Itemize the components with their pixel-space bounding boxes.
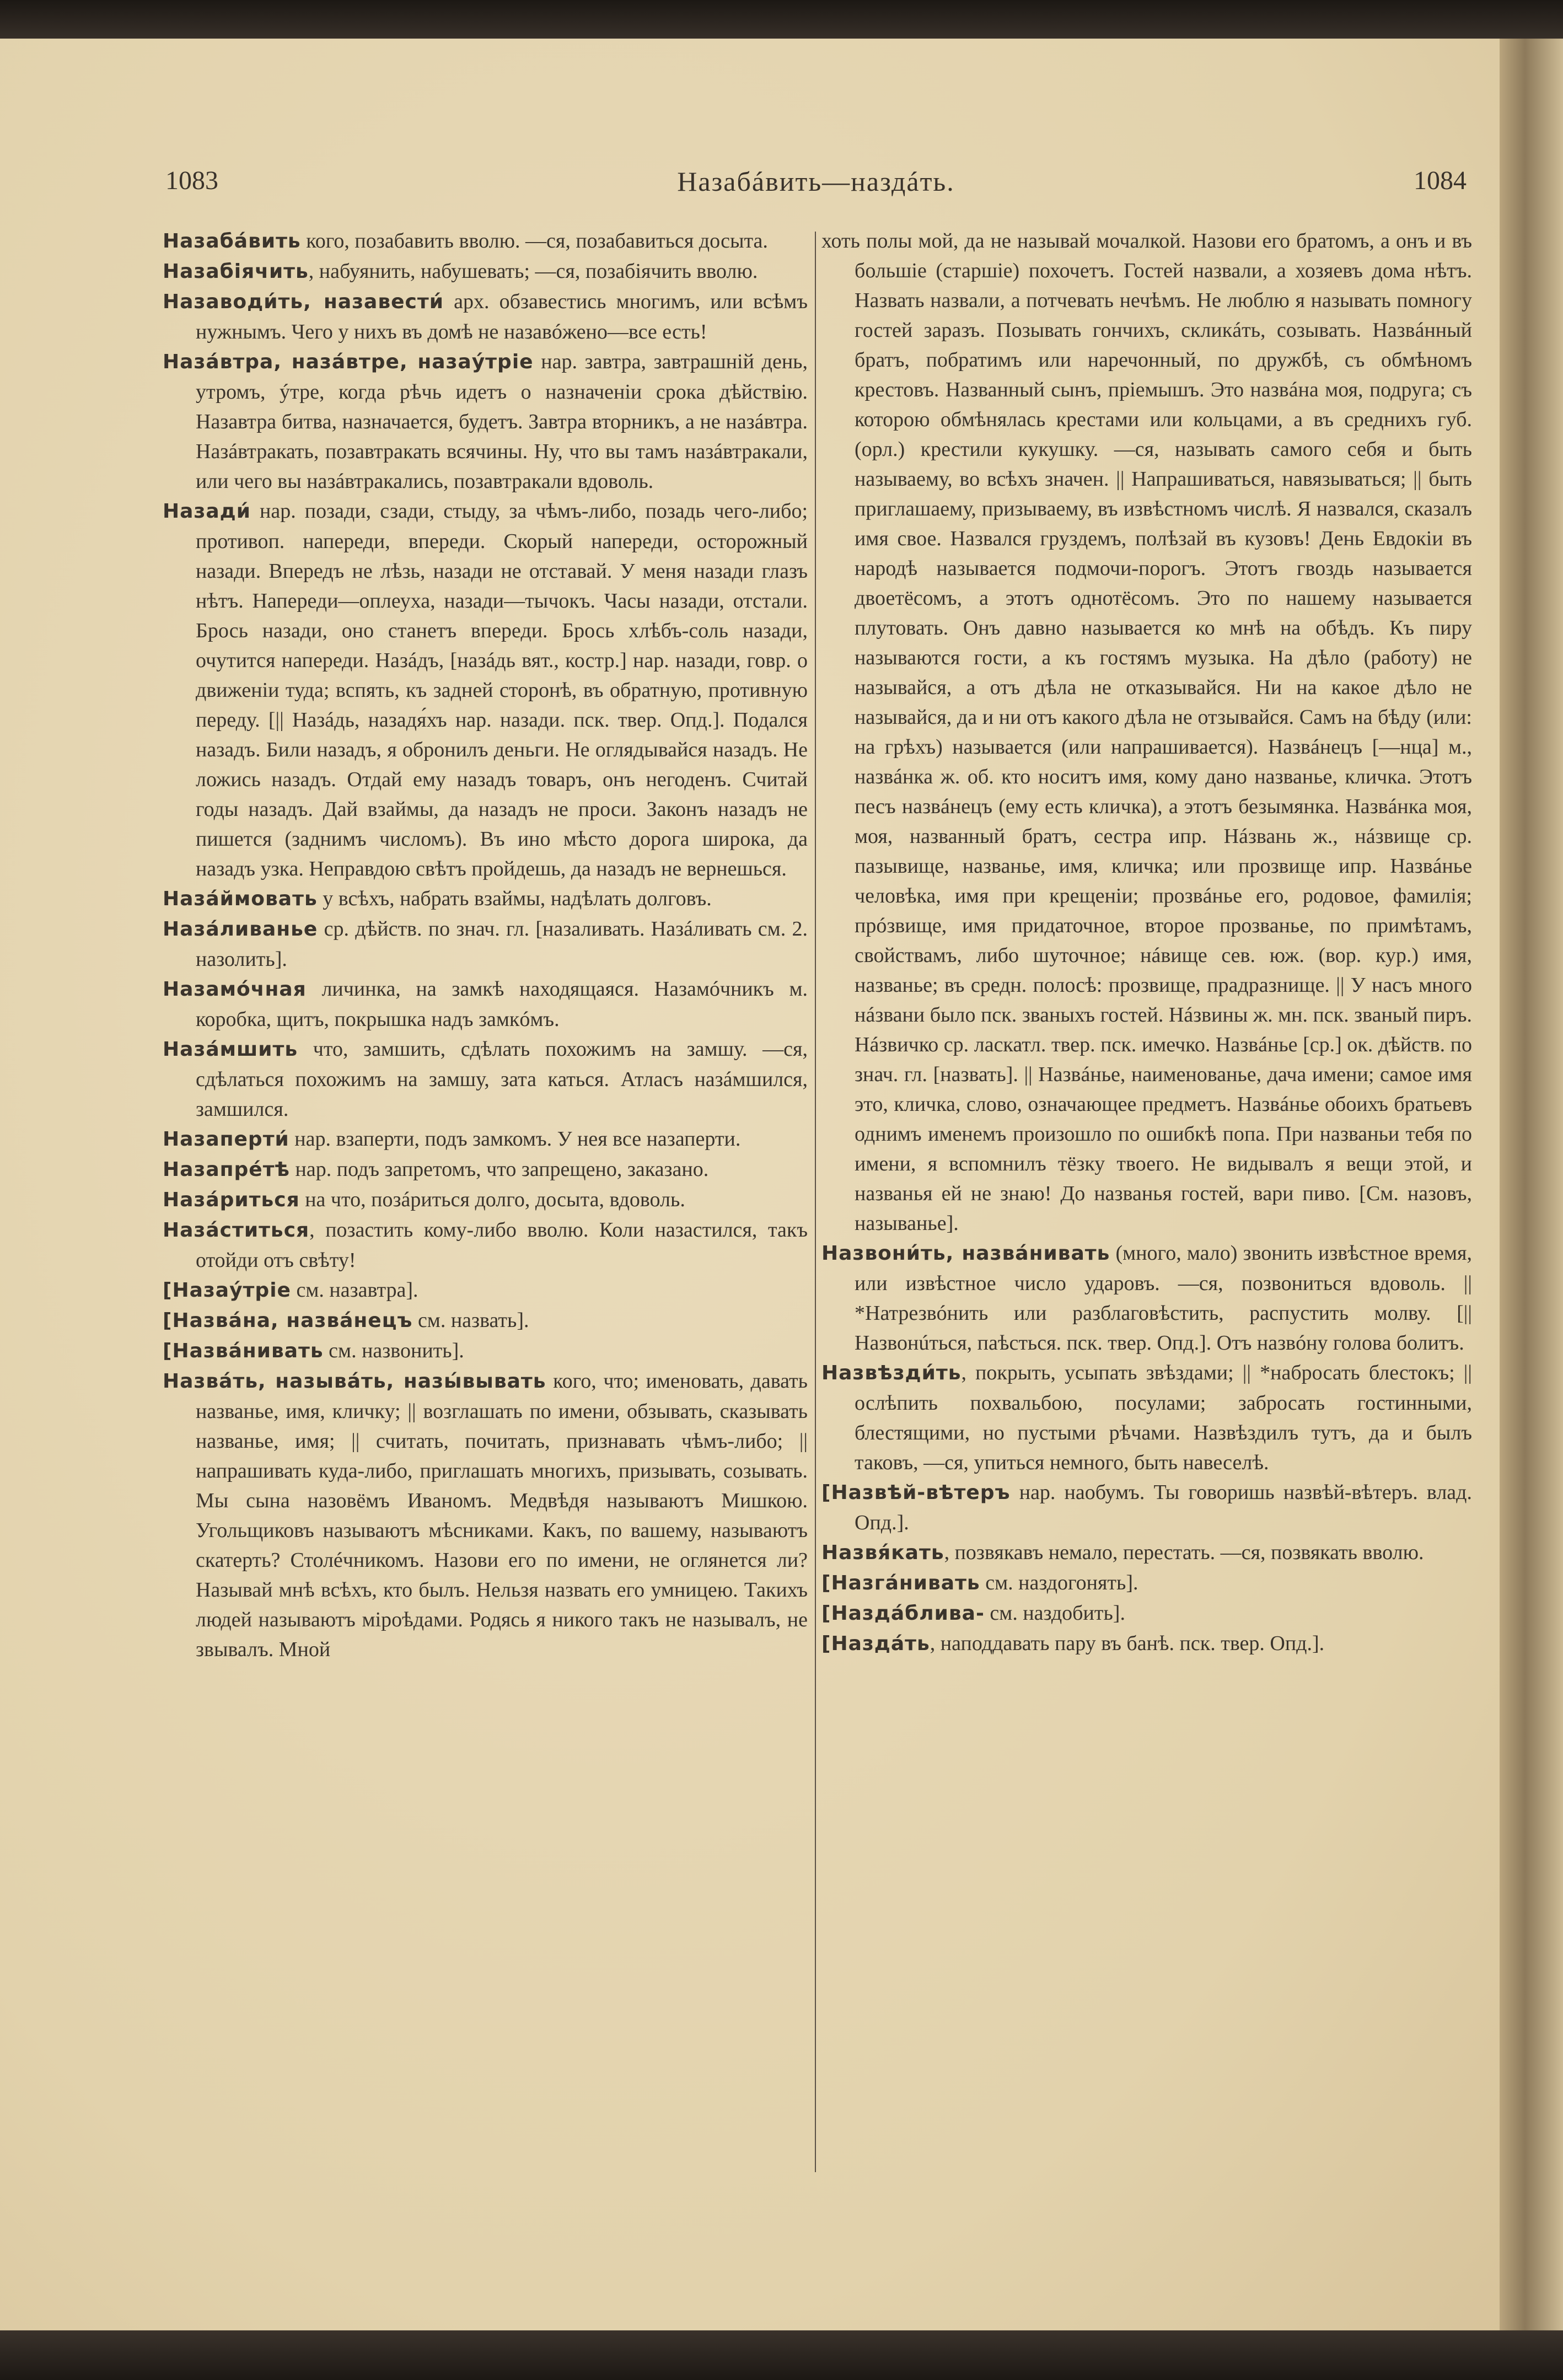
entry-definition: , покрыть, усыпать звѣздами; || *набросать блестокъ; || ослѣпить похвальбою, посулами; забросать гостинными, блестящими, но пустыми рѣчами. Назвѣздилъ тутъ, да и былъ таковъ, —ся, упиться немного, быть навеселѣ. — [855, 1361, 1472, 1474]
entry-headword: Назабiячить — [163, 260, 309, 283]
dictionary-entry — [821, 1538, 1472, 1568]
dictionary-entry — [821, 1478, 1472, 1538]
right-page-number: 1084 — [1414, 166, 1467, 195]
dictionary-entry — [163, 1034, 808, 1124]
dictionary-entry — [163, 1366, 808, 1664]
entry-definition: см. назвать]. — [412, 1309, 529, 1332]
entry-definition: см. наздогонять]. — [980, 1571, 1138, 1594]
dictionary-entry — [163, 974, 808, 1034]
entry-headword: Назáливанье — [163, 918, 318, 941]
dictionary-entry — [821, 1568, 1472, 1598]
entry-headword: Назвони́ть, назвáнивать — [821, 1242, 1110, 1265]
dictionary-entry — [163, 1154, 808, 1185]
entry-headword: Назамóчная — [163, 978, 307, 1001]
entry-headword: Назвя́кать — [821, 1541, 944, 1564]
entry-definition: , позастить кому-либо вволю. Коли назастился, такъ отойди отъ свѣту! — [196, 1218, 808, 1272]
entry-headword: Назáриться — [163, 1189, 300, 1211]
entry-headword: Назапрéтѣ — [163, 1158, 291, 1181]
entry-headword: [Назвáна, назвáнецъ — [163, 1309, 413, 1332]
entry-definition: см. наздобить]. — [984, 1602, 1125, 1625]
entry-headword: Назади́ — [163, 500, 251, 523]
left-page-number: 1083 — [165, 166, 218, 195]
dictionary-entry — [163, 1185, 808, 1215]
entry-definition: на что, позáриться долго, досыта, вдоволь. — [299, 1188, 685, 1211]
entry-definition: кого, что; именовать, давать названье, имя, кличку; || возглашать по имени, обзывать, сказывать названье, имя; || считать, почитать, признавать чѣмъ-либо; || напрашивать куда-либо, приглашать многихъ, призывать, созывать. Мы сына назовёмъ Иваномъ. Медвѣдя называютъ Мишкою. Угольщиковъ называютъ мѣсниками. Какъ, по вашему, называютъ скатерть? Столéчникомъ. Назови его по имени, не оглянется ли? Называй мнѣ всѣхъ, кто былъ. Нельзя назвать его умницею. Такихъ людей называютъ мiроѣдами. Родясь я никого такъ не называлъ, не звывалъ. Мной — [196, 1369, 808, 1661]
entry-definition: арх. обзавестись многимъ, или всѣмъ нужнымъ. Чего у нихъ въ домѣ не назавóжено—все есть! — [196, 290, 808, 343]
entry-headword: [Назаýтрiе — [163, 1279, 291, 1302]
entry-definition: (много, мало) звонить извѣстное время, или извѣстное число ударовъ. —ся, позвониться вдоволь. || *Натрезвóнить или разблаговѣстить, распустить молву. [|| Назвонúться, паѣсться. пск. твер. Опд.]. Отъ назвóну голова болитъ. — [855, 1242, 1473, 1355]
entry-definition: нар. позади, сзади, стыду, за чѣмъ-либо, позадь чего-либо; противоп. напереди, впереди. Скорый напереди, осторожный назади. Впередъ не лѣзь, назади не отставай. У меня назади глазъ нѣтъ. Напереди—оплеуха, назади—тычокъ. Часы назади, отстали. Брось назади, оно станетъ впереди. Брось хлѣбъ-соль назади, очутится напереди. Назáдъ, [назáдь вят., костр.] нар. назади, говр. о движенiи туда; вспять, къ задней сторонѣ, въ обратную, противную переду. [|| Назáдь, назадя́хъ нар. назади. пск. твер. Опд.]. Подался назадъ. Били назадъ, я обронилъ деньги. Не оглядывайся назадъ. Не ложись назадъ. Отдай ему назадъ товаръ, онъ негоденъ. Считай годы назадъ. Дай взаймы, да назадъ не проси. Законъ назадъ не пишется (заднимъ числомъ). Въ ино мѣсто дорога широка, да назадъ узка. Неправдою свѣтъ пройдешь, да назадъ не вернешься. — [196, 499, 808, 880]
left-column — [163, 226, 808, 1664]
entry-headword: Назáвтра, назáвтре, назаýтрiе — [163, 351, 534, 373]
scan-bottom-border — [0, 2330, 1563, 2380]
dictionary-entry — [163, 1275, 808, 1305]
dictionary-entry — [821, 1238, 1472, 1358]
dictionary-entry — [163, 884, 808, 914]
entry-definition: кого, позабавить вволю. —ся, позабавиться досыта. — [300, 229, 768, 252]
entry-definition: нар. взаперти, подъ замкомъ. У нея все назаперти. — [289, 1127, 741, 1151]
dictionary-entry — [821, 1358, 1472, 1478]
dictionary-entry — [163, 1215, 808, 1275]
entry-definition: личинка, на замкѣ находящаяся. Назамóчникъ м. коробка, щитъ, покрышка надъ замкóмъ. — [196, 977, 808, 1031]
entry-headword: Назáмшить — [163, 1038, 298, 1061]
entry-headword: [Наздáть — [821, 1632, 930, 1655]
book-gutter — [1500, 39, 1563, 2338]
dictionary-entry — [163, 1336, 808, 1366]
right-column — [821, 226, 1472, 1659]
entry-headword: Назáймовать — [163, 888, 318, 910]
entry-headword: Назáститься — [163, 1219, 310, 1242]
dictionary-entry — [821, 226, 1472, 1238]
scan-top-border — [0, 0, 1563, 44]
entry-headword: [Наздáблива- — [821, 1602, 985, 1625]
page-header — [165, 165, 1467, 204]
running-head: Назабáвить—наздáть. — [677, 166, 955, 197]
entry-headword: [Назвѣй-вѣтеръ — [821, 1481, 1011, 1504]
entry-definition: см. назавтра]. — [291, 1278, 418, 1302]
entry-headword: Назаперти́ — [163, 1128, 289, 1151]
dictionary-entry — [163, 226, 808, 256]
entry-headword: [Назгáнивать — [821, 1572, 980, 1594]
dictionary-entry — [163, 1305, 808, 1336]
entry-definition: у всѣхъ, набрать взаймы, надѣлать долговъ. — [317, 887, 712, 910]
dictionary-entry — [821, 1629, 1472, 1659]
entry-definition: ср. дѣйств. по знач. гл. [назаливать. Назáливать см. 2. назолить]. — [196, 917, 808, 971]
entry-definition: , позвякавъ немало, перестать. —ся, позвякать вволю. — [944, 1541, 1424, 1564]
dictionary-entry — [163, 496, 808, 884]
entry-headword: Назвѣзди́ть — [821, 1362, 962, 1384]
dictionary-entry — [163, 256, 808, 287]
entry-definition: нар. завтра, завтрашнiй день, утромъ, ýтре, когда рѣчь идетъ о назначенiи срока дѣйствiю. Назавтра битва, назначается, будетъ. Завтра вторникъ, а не назáвтра. Назáвтракать, позавтракать всячины. Ну, что вы тамъ назáвтракали, или чего вы назáвтракались, позавтракали вдоволь. — [196, 350, 808, 493]
entry-definition: нар. подъ запретомъ, что запрещено, заказано. — [290, 1158, 709, 1181]
entry-definition: , набуянить, набушевать; —ся, позабiячить вволю. — [308, 260, 758, 283]
entry-definition: см. назвонить]. — [323, 1339, 464, 1362]
entry-headword: Назабáвить — [163, 230, 301, 252]
column-divider — [815, 232, 816, 2172]
dictionary-entry — [163, 1124, 808, 1154]
entry-definition: , наподдавать пару въ банѣ. пск. твер. Опд.]. — [930, 1632, 1325, 1655]
entry-headword: [Назвáнивать — [163, 1340, 324, 1362]
dictionary-entry — [163, 287, 808, 347]
dictionary-entry — [163, 914, 808, 974]
entry-definition: что, замшить, сдѣлать похожимъ на замшу. —ся, сдѣлаться похожимъ на замшу, зата каться. Атласъ назáмшился, замшился. — [196, 1038, 808, 1121]
dictionary-entry — [163, 347, 808, 496]
entry-definition: хоть полы мой, да не называй мочалкой. Назови его братомъ, а онъ и въ большiе (старшiе) похочетъ. Гостей назвали, а хозяевъ дома нѣтъ. Назвать назвали, а потчевать нечѣмъ. Не люблю я называть помногу гостей заразъ. Позывать гончихъ, скликáть, созывать. Назвáнный братъ, побратимъ или наречонный, по дружбѣ, съ обмѣномъ крестовъ. Названный сынъ, прiемышъ. Это назвáна моя, подруга; съ которою обмѣнялась крестами или кольцами, а въ среднихъ губ. (орл.) крестили кукушку. —ся, называть самого себя и быть называему, во всѣхъ значен. || Напрашиваться, навязываться; || быть приглашаему, призываему, въ извѣстномъ числѣ. Я назвался, сказалъ имя свое. Назвался груздемъ, полѣзай въ кузовъ! День Евдокiи въ народѣ называется подмочи-порогъ. Этотъ гвоздь называется двоетёсомъ, а этотъ однотёсомъ. Это по нашему называется плутовать. Онъ давно называется ко мнѣ на обѣдъ. Къ пиру называются гости, а къ гостямъ музыка. На дѣло (работу) не называйся, а отъ дѣла не отказывайся. Ни на какое дѣло не называйся, да и ни отъ какого дѣла не отзывайся. Самъ на бѣду (или: на грѣхъ) называется (или напрашивается). Назвáнецъ [—нца] м., назвáнка ж. об. кто носитъ имя, кому дано названье, кличка. Этотъ песъ назвáнецъ (ему есть кличка), а этотъ безымянка. Назвáнка моя, моя, названный братъ, сестра ипр. Нáзвань ж., нáзвище ср. пазывище, названье, имя, кличка; или прозвище ипр. Назвáнье человѣка, имя при крещенiи; прозвáнье его, родовое, фамилiя; прóзвище, имя придаточное, второе прозванье, по примѣтамъ, свойствамъ, либо шуточное; нáвище сев. юж. (вор. кур.) имя, названье; въ средн. полосѣ: прозвище, прадразнище. || У насъ много нáзвани было пск. званыхъ гостей. Нáзвины ж. мн. пск. званый пиръ. Нáзвичко ср. ласкатл. твер. пск. имечко. Назвáнье [ср.] ок. дѣйств. по знач. гл. [назвать]. || Назвáнье, наименованье, дача имени; самое имя это, кличка, слово, означающее предметъ. Назвáнье обоихъ братьевъ однимъ именемъ произошло по ошибкѣ попа. При названьи тебя по имени, я вспомнилъ тёзку твоего. Не видывалъ я вещи этой, и названья ей не знаю! До названья гостей, вари пиво. [См. назовъ, называнье]. — [821, 229, 1472, 1235]
entry-definition: нар. наобумъ. Ты говоришь назвѣй-вѣтеръ. влад. Опд.]. — [855, 1481, 1472, 1534]
entry-headword: Назвáть, называ́ть, назы́вывать — [163, 1370, 546, 1393]
dictionary-entry — [821, 1598, 1472, 1629]
entry-headword: Назаводи́ть, назавести́ — [163, 291, 444, 313]
